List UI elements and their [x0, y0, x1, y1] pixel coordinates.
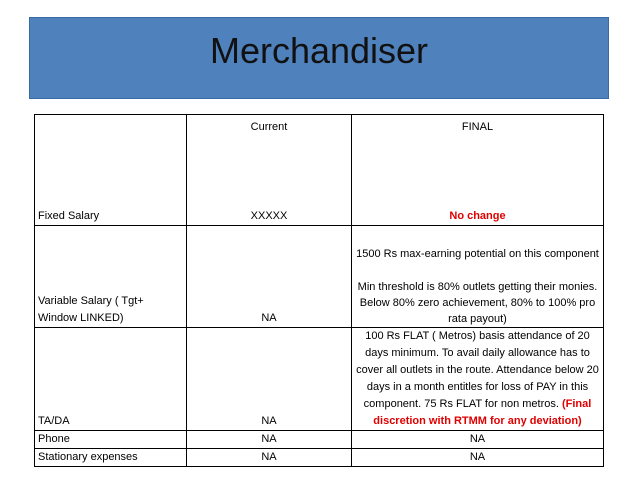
final-value: NA: [469, 451, 486, 463]
final-cell: [352, 115, 604, 226]
final-cell: [352, 226, 604, 328]
spacer: [355, 262, 600, 279]
row-label: TA/DA: [38, 415, 70, 427]
current-value: NA: [261, 451, 277, 463]
row-label: Phone: [38, 433, 70, 445]
current-value: NA: [261, 415, 277, 427]
row-label: Variable Salary ( Tgt+ Window LINKED): [38, 295, 144, 324]
current-value: XXXXX: [250, 210, 288, 222]
current-value: NA: [261, 433, 277, 445]
current-cell: [187, 226, 352, 328]
final-cell: [352, 431, 604, 449]
table-row: [35, 328, 604, 431]
final-value: No change: [449, 210, 506, 222]
final-value: NA: [469, 433, 486, 445]
row-label-cell: [35, 115, 187, 226]
table-row: [35, 431, 604, 449]
final-line: 1500 Rs max-earning potential on this component: [356, 248, 599, 260]
page-title: Merchandiser: [209, 30, 429, 71]
column-header-current: Current: [250, 121, 288, 133]
final-cell: [352, 449, 604, 467]
row-label-cell: [35, 226, 187, 328]
column-header-final: FINAL: [461, 121, 494, 133]
table-row: [35, 226, 604, 328]
table-row: [35, 115, 604, 226]
current-value: NA: [261, 312, 277, 324]
current-cell: [187, 431, 352, 449]
current-cell: [187, 449, 352, 467]
row-label: Fixed Salary: [38, 210, 100, 222]
current-cell: [187, 115, 352, 226]
final-cell: [352, 328, 604, 431]
row-label-cell: [35, 328, 187, 431]
merchandiser-table: [34, 114, 604, 467]
current-cell: [187, 328, 352, 431]
final-text: 100 Rs FLAT ( Metros) basis attendance of 20 days minimum. To avail daily allowance has to cover all outlets in the route. Attendance below 20 days in a month entitles for loss of PAY in this component. 75 Rs FLAT for non metros.: [356, 330, 599, 410]
final-highlight: (Final discretion with RTMM for any deviation): [373, 398, 592, 427]
table-row: [35, 449, 604, 467]
row-label: Stationary expenses: [38, 451, 138, 463]
row-label-cell: [35, 431, 187, 449]
row-label-cell: [35, 449, 187, 467]
final-line: Min threshold is 80% outlets getting their monies. Below 80% zero achievement, 80% to 100% pro rata payout): [357, 281, 598, 325]
